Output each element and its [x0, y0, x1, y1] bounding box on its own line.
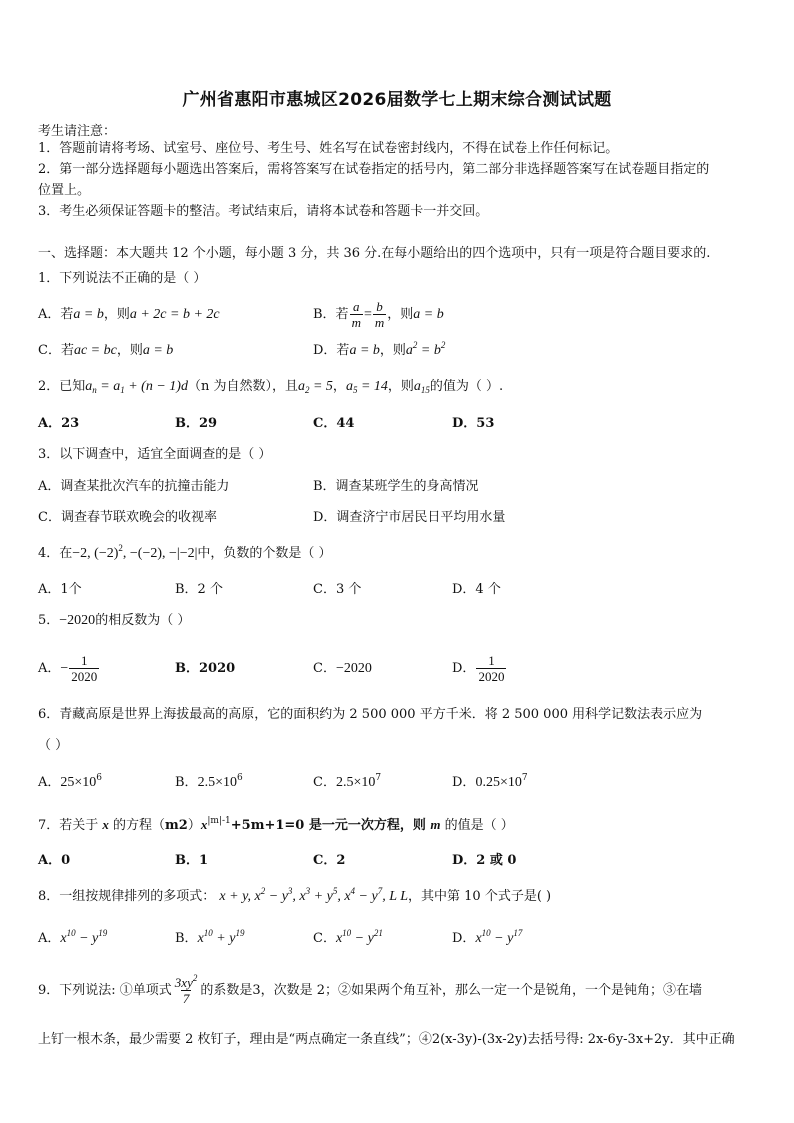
q5-num: −2020	[59, 613, 96, 628]
notice-item-3: 3．考生必须保证答题卡的整洁。考试结束后，请将本试卷和答题卡一并交回。	[38, 204, 489, 219]
q7-stem	[38, 817, 514, 834]
q1-stem: 1．下列说法不正确的是（ ）	[38, 271, 207, 286]
q6-c-base: 2.5×10	[335, 775, 376, 790]
q1-b-den1: m	[351, 315, 361, 330]
notice-item-2-cont: 位置上。	[38, 183, 91, 198]
q2-cond2	[346, 379, 388, 394]
q5-a-den: 2020	[71, 669, 98, 684]
q6-c-label: C．	[313, 775, 336, 790]
q2-option-b: B．29	[175, 416, 218, 431]
q8-poly-4: + y	[310, 889, 333, 904]
q8-poly-sup1: 2	[260, 886, 266, 896]
notice-item-1: 1．答题前请将考场、试室号、座位号、考生号、姓名写在试卷密封线内，不得在试卷上作任何标记。	[38, 141, 619, 156]
q8-c-xs: 10	[342, 928, 352, 938]
q1-d-mid: ，则	[379, 343, 406, 358]
notice-heading: 考生请注意：	[38, 124, 117, 139]
q6-b-exp: 6	[236, 773, 243, 783]
q8-b-x: x	[197, 931, 204, 946]
q4-option-d: D．4 个	[452, 582, 501, 597]
q6-b-label: B．	[175, 775, 198, 790]
q2-cond2-tail: = 14	[357, 379, 388, 394]
q4-expr-b: , −(−2), −|−2|	[122, 546, 198, 561]
q5-stem	[38, 613, 190, 629]
q8-d-x: x	[475, 931, 482, 946]
q7-option-c: C．2	[313, 853, 346, 868]
section-heading: 一、选择题：本大题共 12 个小题，每小题 3 分，共 36 分.在每小题给出的四个选项中，只有一项是符合题目要求的.	[38, 246, 711, 261]
q6-a-exp: 6	[96, 773, 103, 783]
q9-num-text: 3xy	[174, 975, 193, 990]
q8-d-expr	[475, 928, 523, 946]
page-title: 广州省惠阳市惠城区2026届数学七上期末综合测试试题	[182, 90, 612, 110]
q1-option-d	[313, 340, 446, 359]
q9-num-sup: 2	[192, 973, 198, 983]
notice-item-2: 2．第一部分选择题每小题选出答案后，需将答案写在试卷指定的括号内，第二部分非选择题答案写在试卷题目指定的	[38, 162, 710, 177]
q8-a-expr	[60, 928, 108, 946]
q2-cond1-tail: = 5	[309, 379, 333, 394]
q8-a-xs: 10	[66, 928, 76, 938]
q8-b-expr	[197, 928, 245, 946]
q8-b-ys: 19	[235, 928, 245, 938]
q8-poly-sup2: 3	[287, 886, 293, 896]
q4-expr-sup: 2	[118, 543, 123, 553]
q6-option-c	[313, 775, 381, 791]
q2-cond2-a: a	[345, 379, 353, 394]
q2-target-sub: 15	[420, 385, 430, 395]
q8-b-xs: 10	[203, 928, 213, 938]
q5-option-d	[452, 650, 507, 688]
q1-b-num2: b	[376, 299, 383, 314]
q9-stem-line2: 上钉一根木条，最少需要 2 枚钉子，理由是“两点确定一条直线”；④2(x-3y)-(3x-2y)去括号得: 2x-6y-3x+2y．其中正确	[38, 1032, 735, 1047]
q6-a-label: A．	[38, 775, 61, 790]
q8-poly-7: , L L	[382, 889, 409, 904]
q7-var: x	[102, 817, 109, 832]
q8-poly-2: − y	[265, 889, 288, 904]
q9-frac	[173, 975, 200, 1006]
q8-d-xs: 10	[481, 928, 491, 938]
q1-d-label: D．若	[313, 343, 350, 358]
q5-c-val: −2020	[335, 661, 372, 676]
q1-option-a	[38, 307, 220, 323]
q5-option-b: B．2020	[175, 661, 236, 676]
q7-xsup: |m|-1	[207, 816, 231, 826]
q8-c-label: C．	[313, 931, 336, 946]
q1-b-label: B．若	[313, 307, 349, 322]
q1-b-eq: =	[363, 307, 372, 322]
q8-stem-text: 8．一组按规律排列的多项式：	[38, 889, 216, 904]
q8-poly-5: , x	[337, 889, 351, 904]
q7-m2: m2	[165, 818, 188, 833]
q2-stem	[38, 379, 503, 395]
q8-b-op: + y	[212, 931, 236, 946]
q1-d-a: a	[405, 343, 413, 358]
q6-d-base: 0.25×10	[475, 775, 522, 790]
q8-poly-sup5: 4	[350, 886, 356, 896]
q2-formula	[85, 379, 188, 394]
q4-expr	[72, 543, 198, 561]
q4-option-b: B．2 个	[175, 582, 223, 597]
q7-m: m	[430, 817, 441, 832]
q5-a-frac	[69, 653, 99, 684]
q8-poly-3: , x	[292, 889, 306, 904]
q1-c-label: C．若	[38, 343, 74, 358]
q5-a-num: 1	[81, 653, 88, 668]
q5-c-label: C．	[313, 661, 336, 676]
q5-d-frac	[476, 653, 506, 684]
q9-post: 的系数是3，次数是 2；②如果两个角互补，那么一定一个是锐角，一个是钝角；③在墙	[200, 983, 703, 998]
q1-a-expr2: a + 2c = b + 2c	[129, 307, 220, 322]
q7-mid1: 的方程（	[108, 818, 166, 833]
q1-b-num1: a	[353, 299, 360, 314]
q4-option-c: C．3 个	[313, 582, 362, 597]
q8-stem	[38, 886, 552, 905]
q8-poly-sup4: 5	[332, 886, 338, 896]
q8-a-x: x	[60, 931, 67, 946]
q4-option-a: A．1个	[38, 582, 82, 597]
q2-formula-sub-n: n	[92, 385, 97, 395]
q1-b-mid: ，则	[387, 307, 414, 322]
q6-b-base: 2.5×10	[197, 775, 237, 790]
q3-option-d: D．调查济宁市居民日平均用水量	[313, 510, 506, 525]
q1-a-label: A．若	[38, 307, 74, 322]
q7-end: 的值是（ ）	[440, 818, 514, 833]
q2-option-a: A．23	[38, 416, 80, 431]
q2-formula-rest: = a	[96, 379, 121, 394]
q8-tail: ，其中第 10 个式子是( )	[408, 889, 552, 904]
q5-d-label: D．	[452, 661, 476, 676]
q4-post: 中，负数的个数是（ ）	[197, 546, 332, 561]
q8-a-op: − y	[75, 931, 99, 946]
q8-d-ys: 17	[513, 928, 523, 938]
q2-formula-sub-1: 1	[120, 385, 125, 395]
q1-b-frac2	[373, 299, 386, 330]
q1-b-den2: m	[374, 315, 385, 330]
q8-b-label: B．	[175, 931, 198, 946]
q6-c-exp: 7	[375, 773, 382, 783]
q5-option-a	[38, 650, 100, 688]
q5-a-label: A．	[38, 661, 61, 676]
q8-c-x: x	[335, 931, 343, 946]
q8-poly	[219, 886, 409, 904]
q2-target-a: a	[413, 379, 421, 394]
q1-c-mid: ，则	[116, 343, 143, 358]
q4-expr-a: −2, (−2)	[72, 546, 119, 561]
q1-d-sup-b: 2	[440, 340, 446, 350]
q2-comma: ，	[332, 379, 346, 394]
q1-d-expr2	[405, 340, 446, 358]
q2-option-c: C．44	[313, 416, 355, 431]
q6-option-a	[38, 775, 102, 791]
q1-d-sup-a: 2	[412, 340, 418, 350]
q8-c-op: − y	[351, 931, 374, 946]
q1-a-mid: ，则	[103, 307, 130, 322]
q6-d-label: D．	[452, 775, 476, 790]
q8-d-label: D．	[452, 931, 476, 946]
q1-a-expr1: a = b	[73, 307, 104, 322]
q7-mid2: ）	[187, 818, 201, 833]
q6-d-exp: 7	[521, 773, 528, 783]
q7-x: x	[200, 817, 208, 832]
q5-d-num: 1	[488, 653, 495, 668]
q6-stem-line1: 6．青藏高原是世界上海拔最高的高原，它的面积约为 2 500 000 平方千米．将 2 500 000 用科学记数法表示应为	[38, 707, 703, 722]
q8-a-label: A．	[38, 931, 61, 946]
q1-c-expr1: ac = bc	[73, 343, 117, 358]
q2-cond1-sub: 2	[304, 385, 310, 395]
q8-poly-1: x + y, x	[219, 889, 261, 904]
q2-cond1	[298, 379, 333, 394]
q1-d-b: = b	[417, 343, 441, 358]
q2-formula-tail: + (n − 1)d	[124, 379, 188, 394]
q8-option-d	[452, 928, 523, 947]
q7-option-a: A．0	[38, 853, 71, 868]
q9-num	[173, 975, 200, 990]
q4-pre: 4．在	[38, 546, 73, 561]
q8-poly-sup6: 7	[377, 886, 383, 896]
q5-d-den: 2020	[478, 669, 505, 684]
q7-option-b: B．1	[175, 853, 209, 868]
q3-option-a: A．调查某批次汽车的抗撞击能力	[38, 479, 230, 494]
q5-option-c	[313, 661, 372, 677]
q2-target	[414, 379, 430, 394]
q5-pre: 5．	[38, 613, 60, 628]
q8-d-op: − y	[490, 931, 514, 946]
q6-option-b	[175, 775, 243, 791]
q2-end: 的值为（ ）.	[429, 379, 504, 394]
q8-a-ys: 19	[98, 928, 108, 938]
q5-a-sign: −	[60, 661, 69, 676]
q8-poly-sup3: 3	[305, 886, 311, 896]
q3-option-b: B．调查某班学生的身高情况	[313, 479, 479, 494]
q8-option-c	[313, 928, 383, 947]
q2-cond1-a: a	[297, 379, 305, 394]
q5-post: 的相反数为（ ）	[95, 613, 191, 628]
q1-c-expr2: a = b	[142, 343, 174, 358]
q1-d-expr1: a = b	[349, 343, 380, 358]
q8-option-b	[175, 928, 245, 947]
q6-stem-line2: （ ）	[38, 738, 69, 753]
q2-ask: ，则	[387, 379, 414, 394]
q2-pre: 2．已知	[38, 379, 86, 394]
q9-stem-line1	[38, 972, 702, 1010]
q7-option-d: D．2 或 0	[452, 853, 517, 868]
q8-option-a	[38, 928, 108, 947]
q3-option-c: C．调查春节联欢晚会的收视率	[38, 510, 217, 525]
q7-rest: +5m+1=0 是一元一次方程，则	[230, 818, 431, 833]
q8-c-expr	[335, 928, 383, 946]
q1-option-b	[313, 296, 444, 334]
q1-option-c	[38, 343, 173, 359]
q7-pre: 7．若关于	[38, 818, 103, 833]
q6-option-d	[452, 775, 528, 791]
q8-c-ys: 21	[373, 928, 383, 938]
q6-a-base: 25×10	[60, 775, 97, 790]
q8-poly-6: − y	[355, 889, 378, 904]
q4-stem	[38, 543, 332, 562]
q1-b-frac1	[350, 299, 363, 330]
q1-b-expr: a = b	[413, 307, 444, 322]
q3-stem: 3．以下调查中，适宜全面调查的是（ ）	[38, 447, 272, 462]
q2-formula-a: a	[85, 379, 93, 394]
q2-option-d: D．53	[452, 416, 495, 431]
q2-cond2-sub: 5	[352, 385, 358, 395]
q9-pre: 9．下列说法: ①单项式	[38, 983, 172, 998]
q9-den: 7	[182, 991, 190, 1006]
q2-paren: （n 为自然数），且	[187, 379, 298, 394]
